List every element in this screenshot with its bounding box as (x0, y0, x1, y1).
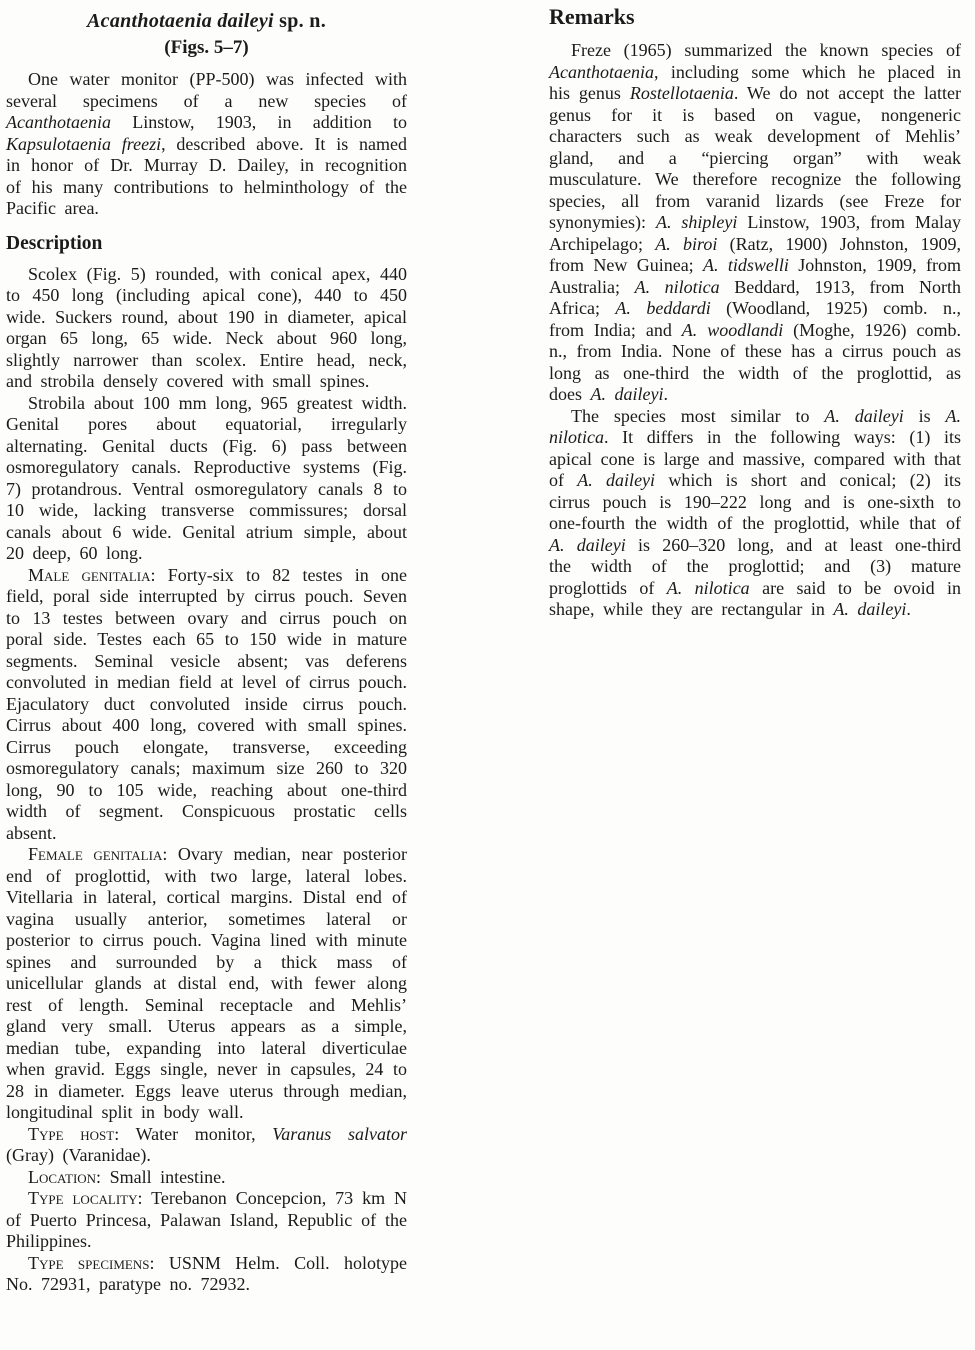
remarks-paragraph-species-list (549, 40, 961, 406)
text-run: The species most similar to (571, 405, 825, 426)
text-run: , described above. It is named in honor of Dr. Murray D. Dailey, in recognition of his many contributions to helminthology of the Pacific area. (6, 133, 407, 218)
text-run: Strobila about 100 mm long, 965 greatest width. Genital pores about equatorial, irregularly alternating. Genital ducts (Fig. 6) pass between osmoregulatory canals. Reproductive systems (Fig. 7) protandrous. Ventral osmoregulatory canals 8 to 10 wide, lacking transverse commissures; dorsal canals about 6 wide. Genital atrium simple, about 20 deep, 60 long. (6, 392, 407, 563)
text-run: Type specimens: (28, 1252, 155, 1273)
text-run: Female genitalia: (28, 844, 168, 864)
text-run: (Moghe, 1926) comb. n., from India. None of these has a cirrus pouch as long as one-third the width of the proglottid, as does (549, 319, 961, 404)
text-run: Johnston, 1909, from Australia; (549, 255, 962, 297)
text-run: A. shipleyi (655, 212, 738, 232)
text-run: (Ratz, 1900) Johnston, 1909, from New Guinea; (549, 233, 961, 275)
text-run: (Gray) (Varanidae). (6, 1145, 151, 1165)
text-run: A. biroi (655, 233, 718, 254)
text-run: . (663, 384, 668, 404)
text-run: , including some which he placed in his genus (549, 61, 961, 103)
text-run: USNM Helm. Coll. holotype No. 72931, paratype no. 72932. (6, 1252, 407, 1294)
text-run: A. nilotica (634, 276, 720, 297)
text-run: . It differs in the following ways: (1) its apical cone is large and massive, compared with that of (549, 427, 961, 490)
text-run: Location: (28, 1166, 102, 1187)
text-run: A. beddardi (615, 298, 711, 318)
text-run: Rostellotaenia (629, 83, 734, 103)
text-run: A. daileyi (824, 405, 904, 426)
text-run: Freze (1965) summarized the known species of (571, 40, 961, 60)
text-run: Ovary median, near posterior end of proglottid, with two large, lateral lobes. Vitellaria in lateral, cortical margins. Distal end of vagina usually anterior, sometimes lateral or posterior to cirrus pouch. Vagina lined with minute spines and surrounded by a thick mass of unicellular glands at distal end, with fewer along rest of length. Seminal receptacle and Mehlis’ gland very small. Uterus appears as a simple, median tube, expanding into lateral diverticulae when gravid. Eggs single, never in capsules, 24 to 28 in diameter. Eggs leave uterus through median, longitudinal split in body wall. (6, 844, 408, 1122)
description-heading: Description (6, 232, 103, 254)
text-run: (Woodland, 1925) comb. n., from India; and (549, 298, 962, 340)
text-run: A. daileyi (833, 599, 907, 619)
text-run: Small intestine. (101, 1166, 226, 1187)
text-run: is (903, 405, 946, 426)
type-specimens-entry (6, 1253, 407, 1296)
text-run: A. woodlandi (681, 319, 784, 340)
type-locality-entry (6, 1188, 407, 1253)
text-run: Forty-six to 82 testes in one field, poral side interrupted by cirrus pouch. Seven to 13 testes between ovary and cirrus pouch on poral side. Testes each 65 to 150 wide in mature segments. Seminal vesicle absent; vas deferens convoluted in median field at level of cirrus pouch. Ejaculatory duct convoluted inside cirrus pouch. Cirrus about 400 long, covered with small spines. Cirrus pouch elongate, transverse, exceeding osmoregulatory canals; maximum size 260 to 320 long, 90 to 105 wide, reaching about one-third width of segment. Conspicuous prostatic cells absent. (6, 564, 407, 843)
text-run: . We do not accept the latter genus for it is based on vague, nongeneric characters such as weak development of Mehlis’ gland, and a “piercing organ” with weak musculature. We therefore recognize the following species, all from varanid lizards (see Freze for synonymies): (549, 83, 961, 232)
description-paragraph-male-genitalia (6, 565, 407, 845)
text-run: Linstow, 1903, in addition to (110, 112, 407, 132)
description-paragraph-female-genitalia (6, 844, 407, 1124)
text-run: which is short and conical; (2) its cirrus pouch is 190–222 long and is one-sixth to one-fourth the width of the proglottid, while that of (549, 470, 961, 533)
text-run: Type locality: (28, 1188, 143, 1208)
text-run: Terebanon Concepcion, 73 km N of Puerto Princesa, Palawan Island, Republic of the Philippines. (6, 1188, 407, 1251)
text-run: A. nilotica (666, 577, 750, 598)
text-run: is 260–320 long, and at least one-third the width of the proglottid; and (3) mature proglottids of (549, 534, 961, 598)
right-column (549, 4, 961, 621)
text-run: Type host: (28, 1123, 120, 1144)
text-run: A. daileyi (590, 384, 664, 404)
text-run: Water monitor, (119, 1123, 273, 1144)
type-host-entry (6, 1124, 407, 1167)
text-run: A. daileyi (577, 470, 656, 490)
text-run: Linstow, 1903, from Malay Archipelago; (549, 212, 961, 254)
text-run: Acanthotaenia (549, 61, 654, 82)
text-run: Acanthotaenia daileyi (87, 10, 274, 32)
text-run: A. tidswelli (703, 255, 789, 275)
remarks-heading: Remarks (549, 4, 635, 29)
text-run: Male genitalia: (28, 564, 156, 585)
description-paragraph-strobila (6, 393, 407, 565)
text-run: Beddard, 1913, from North Africa; (549, 276, 961, 318)
location-entry (6, 1167, 407, 1189)
text-run: Varanus salvator (272, 1123, 407, 1144)
description-paragraph-scolex (6, 264, 407, 393)
left-column (6, 8, 407, 1296)
text-run: Acanthotaenia (6, 112, 111, 132)
text-run: Kapsulotaenia freezi (6, 133, 162, 154)
text-run: One water monitor (PP-500) was infected with several specimens of a new species of (6, 69, 407, 111)
intro-paragraph (6, 69, 407, 220)
text-run: A. daileyi (549, 534, 626, 555)
species-title (6, 8, 407, 35)
figures-reference: (Figs. 5–7) (164, 37, 249, 58)
text-run: . (906, 599, 911, 619)
text-run: A. nilotica (549, 405, 961, 447)
text-run: sp. n. (273, 10, 326, 32)
text-run: are said to be ovoid in shape, while they are rectangular in (549, 577, 962, 619)
text-run: Scolex (Fig. 5) rounded, with conical apex, 440 to 450 long (including apical cone), 440 to 450 wide. Suckers round, about 190 in diameter, apical organ 65 long, 65 wide. Neck about 960 long, slightly narrower than scolex. Entire head, neck, and strobila densely covered with small spines. (6, 263, 407, 391)
remarks-paragraph-comparison (549, 406, 961, 621)
